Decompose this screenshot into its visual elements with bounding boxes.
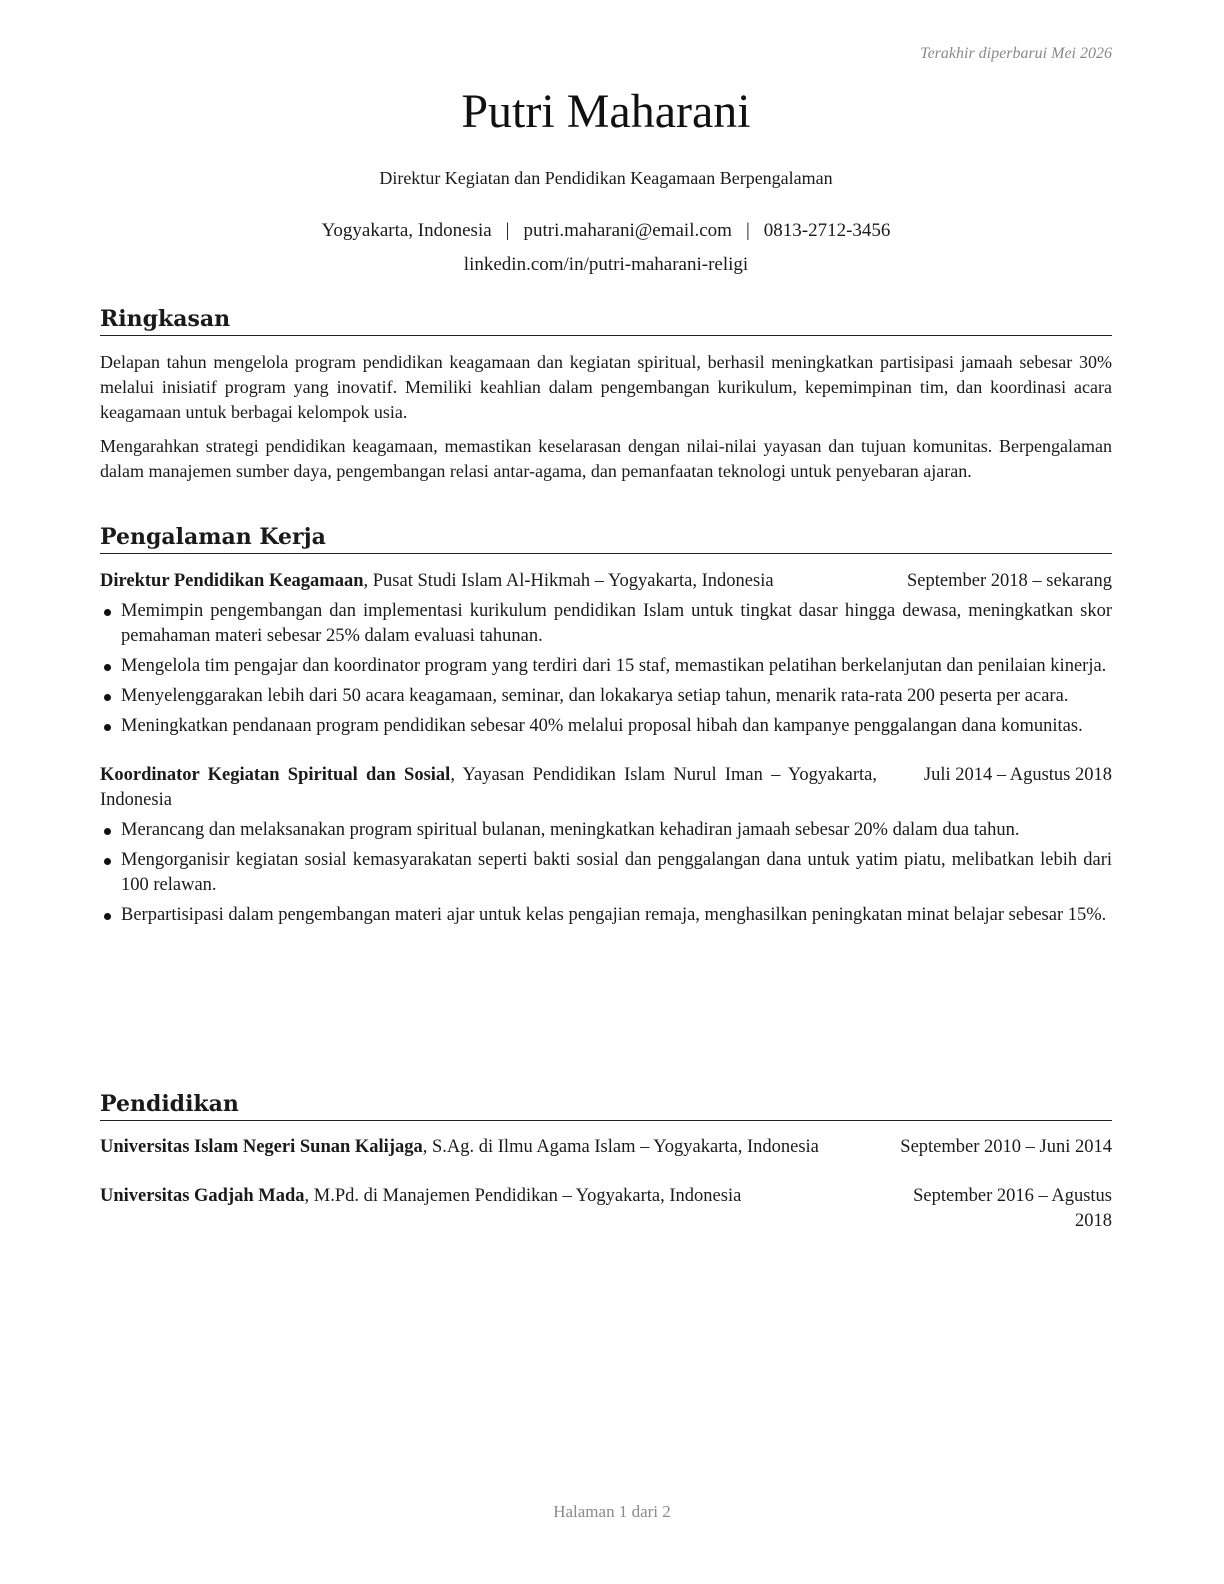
job-organization: , Pusat Studi Islam Al-Hikmah – Yogyakarta, Indonesia [363,571,774,591]
job-role: Koordinator Kegiatan Spiritual dan Sosial [100,765,451,785]
job-dates: Juli 2014 – Agustus 2018 [923,765,1112,785]
education-section [100,1090,1112,1234]
list-item: Mengorganisir kegiatan sosial kemasyarakatan seperti bakti sosial dan penggalangan dana untuk yatim piatu, melibatkan lebih dari 100 relawan. [100,848,1112,898]
degree-detail: , S.Ag. di Ilmu Agama Islam – Yogyakarta, Indonesia [422,1137,819,1157]
page-number: Halaman 1 dari 2 [553,1502,671,1521]
education-entry [100,1184,1112,1234]
job-dates: September 2018 – sekarang [907,571,1112,591]
list-item: Berpartisipasi dalam pengembangan materi ajar untuk kelas pengajian remaja, menghasilkan peningkatan minat belajar sebesar 15%. [100,903,1112,928]
separator: | [745,220,750,241]
job-entry [100,569,1112,739]
separator: | [505,220,510,241]
summary-paragraph: Delapan tahun mengelola program pendidikan keagamaan dan kegiatan spiritual, berhasil meningkatkan partisipasi jamaah sebesar 30% melalui inisiatif program yang inovatif. Memiliki keahlian dalam pengembangan kurikulum, kepemimpinan tim, dan koordinasi acara keagamaan untuk berbagai kelompok usia. [100,352,1112,422]
linkedin-link[interactable]: linkedin.com/in/putri-maharani-religi [463,254,749,275]
phone: 0813-2712-3456 [763,220,891,241]
job-header [100,569,1112,594]
job-bullets [100,599,1112,739]
education-dates: September 2010 – Juni 2014 [900,1137,1112,1157]
school-name: Universitas Gadjah Mada [100,1186,305,1206]
job-entry [100,763,1112,928]
school-name: Universitas Islam Negeri Sunan Kalijaga [100,1137,423,1157]
list-item: Menyelenggarakan lebih dari 50 acara keagamaan, seminar, dan lokakarya setiap tahun, menarik rata-rata 200 peserta per acara. [100,684,1112,709]
section-title-summary: Ringkasan [100,305,1112,336]
list-item: Meningkatkan pendanaan program pendidikan sebesar 40% melalui proposal hibah dan kampanye penggalangan dana komunitas. [100,714,1112,739]
experience-section [100,523,1112,928]
list-item: Memimpin pengembangan dan implementasi kurikulum pendidikan Islam untuk tingkat dasar hingga dewasa, meningkatkan skor pemahaman materi sebesar 25% dalam evaluasi tahunan. [100,599,1112,649]
list-item: Merancang dan melaksanakan program spiritual bulanan, meningkatkan kehadiran jamaah sebesar 20% dalam dua tahun. [100,818,1112,843]
degree-detail: , M.Pd. di Manajemen Pendidikan – Yogyakarta, Indonesia [304,1186,742,1206]
section-title-education: Pendidikan [100,1090,1112,1121]
job-organization: , Yayasan Pendidikan Islam Nurul Iman – Yogyakarta, Indonesia [100,765,877,810]
section-title-experience: Pengalaman Kerja [100,523,1112,554]
last-updated-note: Terakhir diperbarui Mei 2026 [920,45,1112,62]
summary-section [100,305,1112,484]
candidate-name: Putri Maharani [461,85,751,138]
list-item: Mengelola tim pengajar dan koordinator program yang terdiri dari 15 staf, memastikan pelatihan berkelanjutan dan penilaian kinerja. [100,654,1112,679]
job-header [100,763,1112,813]
job-role: Direktur Pendidikan Keagamaan [100,571,364,591]
location: Yogyakarta, Indonesia [321,220,492,241]
contact-line [100,220,1112,242]
education-dates: September 2016 – Agustus 2018 [913,1186,1112,1231]
education-entry [100,1135,1112,1160]
headline: Direktur Kegiatan dan Pendidikan Keagamaan Berpengalaman [379,168,833,188]
email-link[interactable]: putri.maharani@email.com [523,220,732,241]
job-bullets [100,818,1112,928]
summary-paragraph: Mengarahkan strategi pendidikan keagamaan, memastikan keselarasan dengan nilai-nilai yayasan dan tujuan komunitas. Berpengalaman dalam manajemen sumber daya, pengembangan relasi antar-agama, dan pemanfaatan teknologi untuk penyebaran ajaran. [100,436,1112,481]
